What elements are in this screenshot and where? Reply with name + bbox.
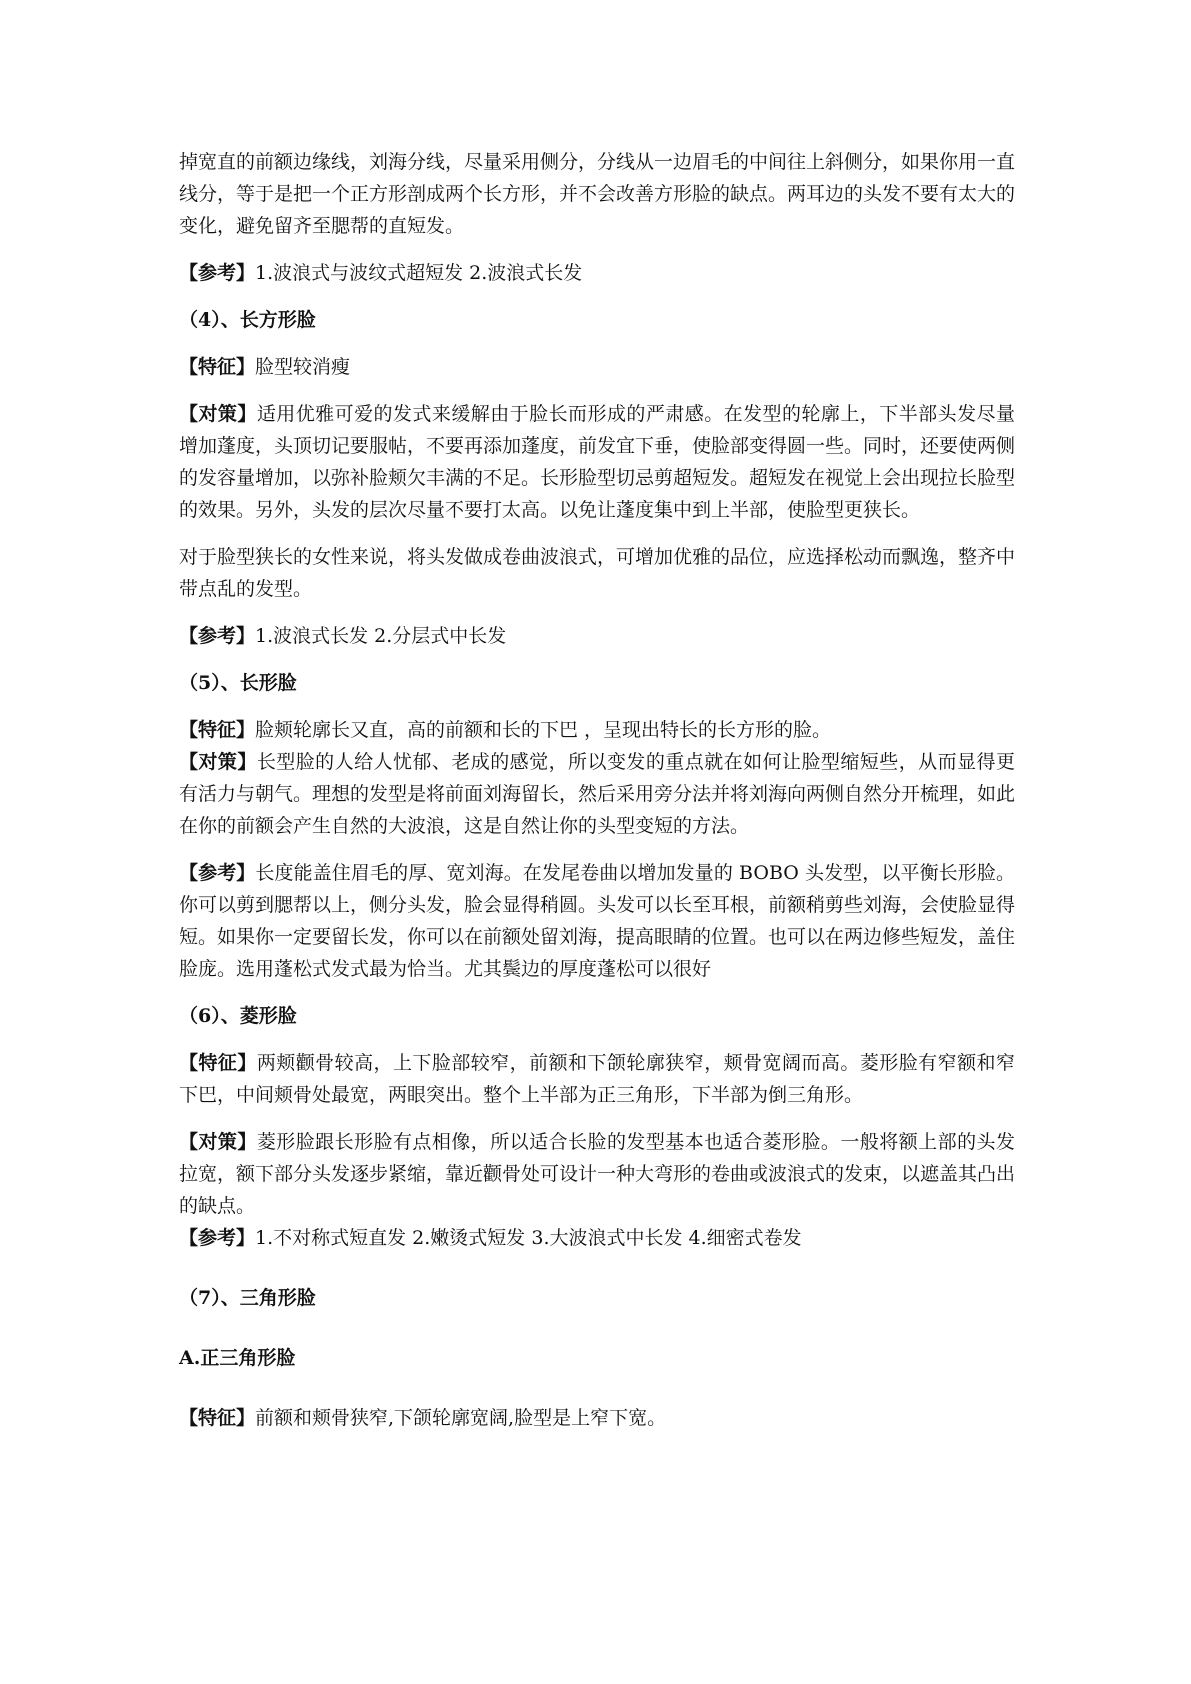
paragraph-text: 脸型较消瘦 — [255, 356, 351, 378]
spacer — [179, 1269, 1015, 1282]
tag-label: 【对策】 — [179, 751, 257, 773]
body-paragraph: 掉宽直的前额边缘线，刘海分线，尽量采用侧分，分线从一边眉毛的中间往上斜侧分，如果你用一直线分，等于是把一个正方形剖成两个长方形，并不会改善方形脸的缺点。两耳边的头发不要有太大的变化，避免留齐至腮帮的直短发。 — [179, 151, 1016, 237]
subsection-heading: A.正三角形脸 — [179, 1347, 296, 1369]
reference-paragraph — [179, 257, 1015, 289]
strategy-paragraph — [179, 398, 1015, 526]
tag-label: 【特征】 — [179, 719, 256, 741]
section-heading: （6）、菱形脸 — [179, 1005, 297, 1027]
strategy-paragraph — [179, 746, 1015, 842]
tag-label: 【特征】 — [179, 1052, 257, 1074]
tag-label: 【对策】 — [179, 403, 257, 425]
tag-label: 【特征】 — [179, 356, 256, 378]
section-heading: （7）、三角形脸 — [179, 1287, 316, 1309]
tag-label: 【特征】 — [179, 1407, 256, 1429]
paragraph-text: 长度能盖住眉毛的厚、宽刘海。在发尾卷曲以增加发量的 BOBO 头发型，以平衡长形脸。你可以剪到腮帮以上，侧分头发，脸会显得稍圆。头发可以长至耳根，前额稍剪些刘海，会使脸显得短。如果你一定要留长发，你可以在前额处留刘海，提高眼睛的位置。也可以在两边修些短发，盖住脸庞。选用蓬松式发式最为恰当。尤其鬓边的厚度蓬松可以很好 — [179, 862, 1016, 980]
paragraph-text: 1.波浪式与波纹式超短发 2.波浪式长发 — [255, 262, 583, 284]
feature-paragraph — [179, 1047, 1015, 1111]
paragraph-text: 适用优雅可爱的发式来缓解由于脸长而形成的严肃感。在发型的轮廓上，下半部头发尽量增加蓬度，头顶切记要服帖，不要再添加蓬度，前发宜下垂，使脸部变得圆一些。同时，还要使两侧的发容量增加，以弥补脸颊欠丰满的不足。长形脸型切忌剪超短发。超短发在视觉上会出现拉长脸型的效果。另外，头发的层次尽量不要打太高。以免让蓬度集中到上半部，使脸型更狭长。 — [179, 403, 1016, 521]
paragraph-text: 前额和颊骨狭窄,下颌轮廓宽阔,脸型是上窄下宽。 — [255, 1407, 667, 1429]
paragraph-text: 两颊颧骨较高，上下脸部较窄，前额和下颌轮廓狭窄，颊骨宽阔而高。菱形脸有窄额和窄下巴，中间颊骨处最宽，两眼突出。整个上半部为正三角形，下半部为倒三角形。 — [179, 1052, 1015, 1106]
feature-paragraph — [179, 1402, 1015, 1434]
strategy-paragraph — [179, 1126, 1015, 1222]
paragraph-text: 1.不对称式短直发 2.嫩烫式短发 3.大波浪式中长发 4.细密式卷发 — [255, 1227, 802, 1249]
reference-paragraph — [179, 857, 1015, 985]
tag-label: 【参考】 — [179, 1227, 256, 1249]
tag-label: 【参考】 — [179, 262, 256, 284]
tag-label: 【参考】 — [179, 862, 256, 884]
paragraph-text: 菱形脸跟长形脸有点相像，所以适合长脸的发型基本也适合菱形脸。一般将额上部的头发拉宽，额下部分头发逐步紧缩，靠近颧骨处可设计一种大弯形的卷曲或波浪式的发束，以遮盖其凸出的缺点。 — [179, 1131, 1016, 1217]
tag-label: 【参考】 — [179, 625, 256, 647]
reference-paragraph — [179, 1222, 1015, 1254]
section-heading: （4）、长方形脸 — [179, 309, 316, 331]
reference-paragraph — [179, 620, 1015, 652]
feature-paragraph — [179, 351, 1015, 383]
tag-label: 【对策】 — [179, 1131, 257, 1153]
paragraph-text: 脸颊轮廓长又直，高的前额和长的下巴 ，呈现出特长的长方形的脸。 — [255, 719, 832, 741]
section-heading: （5）、长形脸 — [179, 672, 297, 694]
paragraph-text: 长型脸的人给人忧郁、老成的感觉，所以变发的重点就在如何让脸型缩短些，从而显得更有活力与朝气。理想的发型是将前面刘海留长，然后采用旁分法并将刘海向两侧自然分开梳理，如此在你的前额会产生自然的大波浪，这是自然让你的头型变短的方法。 — [179, 751, 1016, 837]
body-paragraph: 对于脸型狭长的女性来说，将头发做成卷曲波浪式，可增加优雅的品位，应选择松动而飘逸，整齐中带点乱的发型。 — [179, 546, 1016, 600]
page-content — [179, 146, 1015, 1449]
paragraph-text: 1.波浪式长发 2.分层式中长发 — [255, 625, 507, 647]
feature-paragraph — [179, 714, 1015, 746]
